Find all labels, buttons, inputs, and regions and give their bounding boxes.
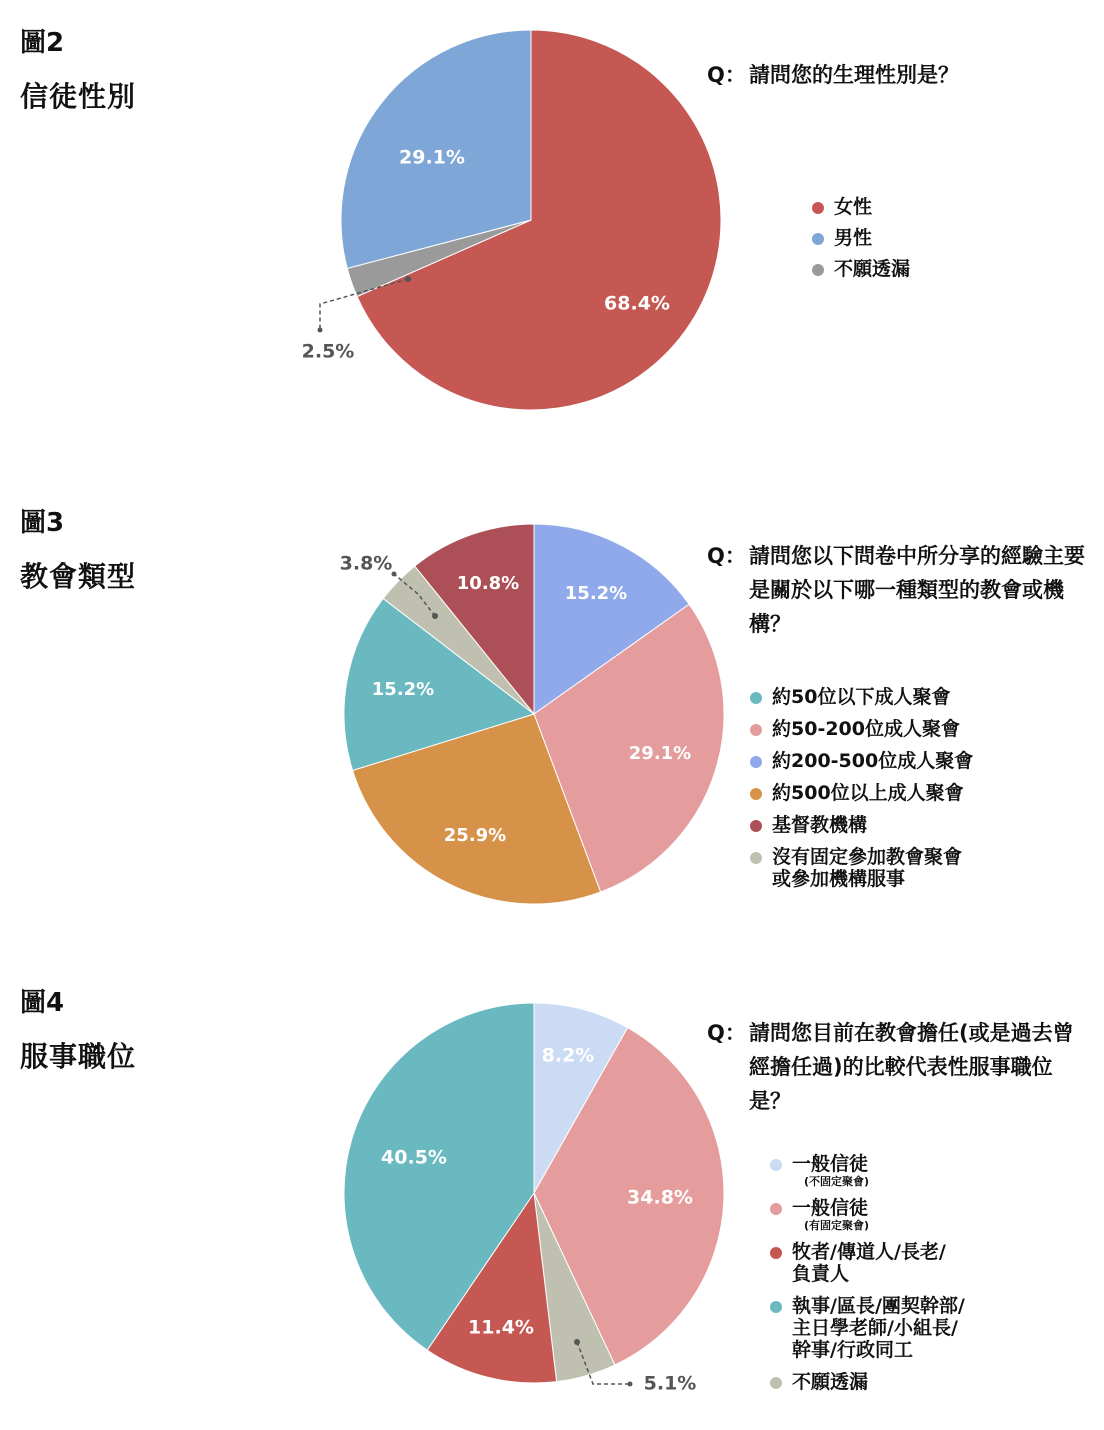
- legend-swatch: [812, 233, 824, 245]
- legend-label: 基督教機構: [772, 814, 868, 836]
- question-block: [707, 1016, 1087, 1118]
- data-label: 40.5%: [381, 1146, 447, 1169]
- callout-arrow-tip: [318, 328, 323, 333]
- data-label: 3.8%: [339, 552, 393, 575]
- figure-number: 圖2: [20, 28, 65, 58]
- legend-swatch: [750, 692, 762, 704]
- legend-label: 男性: [834, 227, 873, 249]
- legend-swatch: [812, 264, 824, 276]
- question-text: 請問您以下問卷中所分享的經驗主要是關於以下哪一種類型的教會或機構？: [749, 544, 1085, 636]
- legend-label-line: 幹事/行政同工: [792, 1339, 913, 1361]
- pie-chart-church-type: [300, 510, 740, 920]
- legend-swatch: [770, 1203, 782, 1215]
- legend-label: 女性: [834, 196, 873, 218]
- callout-anchor-dot: [405, 276, 411, 282]
- question-block: [707, 539, 1092, 641]
- callout-arrow-tip: [628, 1382, 633, 1387]
- data-label: 68.4%: [604, 292, 670, 315]
- legend-swatch: [770, 1377, 782, 1389]
- data-label: 29.1%: [399, 146, 465, 169]
- callout-anchor-dot: [432, 613, 438, 619]
- legend-label: 約200-500位成人聚會: [772, 750, 974, 772]
- pie-chart-ministry-role: [300, 990, 740, 1410]
- legend-label: 一般信徒: [792, 1197, 869, 1219]
- legend-swatch: [750, 724, 762, 736]
- question-marker: Q：: [707, 63, 746, 87]
- data-label: 5.1%: [643, 1372, 697, 1395]
- figure-number: 圖4: [20, 988, 65, 1018]
- legend-label-line: 牧者/傳道人/長老/: [792, 1241, 946, 1263]
- data-label: 2.5%: [301, 340, 355, 363]
- legend-label-line: 沒有固定參加教會聚會: [772, 846, 963, 868]
- data-label: 34.8%: [627, 1186, 693, 1209]
- legend-sublabel: (有固定聚會): [804, 1219, 870, 1232]
- data-label: 29.1%: [628, 743, 692, 764]
- question-block: [707, 58, 1087, 92]
- figure-title: 信徒性別: [20, 80, 137, 113]
- figure-title: 教會類型: [20, 560, 137, 593]
- legend-swatch: [750, 852, 762, 864]
- legend-label-line: 主日學老師/小組長/: [792, 1317, 958, 1339]
- legend-swatch: [770, 1247, 782, 1259]
- data-label: 10.8%: [456, 573, 520, 594]
- pie-chart-gender: [300, 30, 740, 440]
- question-marker: Q：: [707, 1021, 746, 1045]
- legend-swatch: [770, 1159, 782, 1171]
- callout-anchor-dot: [574, 1339, 580, 1345]
- data-label: 11.4%: [468, 1316, 534, 1339]
- data-label: 8.2%: [541, 1044, 595, 1067]
- legend-label: 一般信徒: [792, 1153, 869, 1175]
- legend-swatch: [770, 1301, 782, 1313]
- legend-swatch: [750, 788, 762, 800]
- legend-label: 約50位以下成人聚會: [772, 686, 951, 708]
- question-text: 請問您目前在教會擔任(或是過去曾經擔任過)的比較代表性服事職位是？: [749, 1021, 1074, 1113]
- data-label: 15.2%: [564, 583, 628, 604]
- legend-label: [792, 1241, 946, 1285]
- question-text: 請問您的生理性別是？: [749, 63, 959, 87]
- data-label: 15.2%: [371, 679, 435, 700]
- legend-label-line: 負責人: [792, 1263, 850, 1285]
- data-label: 25.9%: [443, 825, 507, 846]
- legend-sublabel: (不固定聚會): [804, 1175, 870, 1188]
- legend-label: 不願透漏: [834, 258, 911, 280]
- legend-label: [772, 846, 962, 890]
- legend-label: 約500位以上成人聚會: [772, 782, 964, 804]
- legend-label: 約50-200位成人聚會: [772, 718, 960, 740]
- legend-label: [792, 1295, 965, 1361]
- figure-number: 圖3: [20, 508, 65, 538]
- figure-title: 服事職位: [20, 1040, 137, 1073]
- legend-label-line: 執事/區長/團契幹部/: [792, 1295, 965, 1317]
- legend-label-line: 或參加機構服事: [772, 868, 906, 890]
- legend-label: 不願透漏: [792, 1371, 869, 1393]
- legend-swatch: [812, 202, 824, 214]
- legend-swatch: [750, 756, 762, 768]
- legend-swatch: [750, 820, 762, 832]
- question-marker: Q：: [707, 544, 746, 568]
